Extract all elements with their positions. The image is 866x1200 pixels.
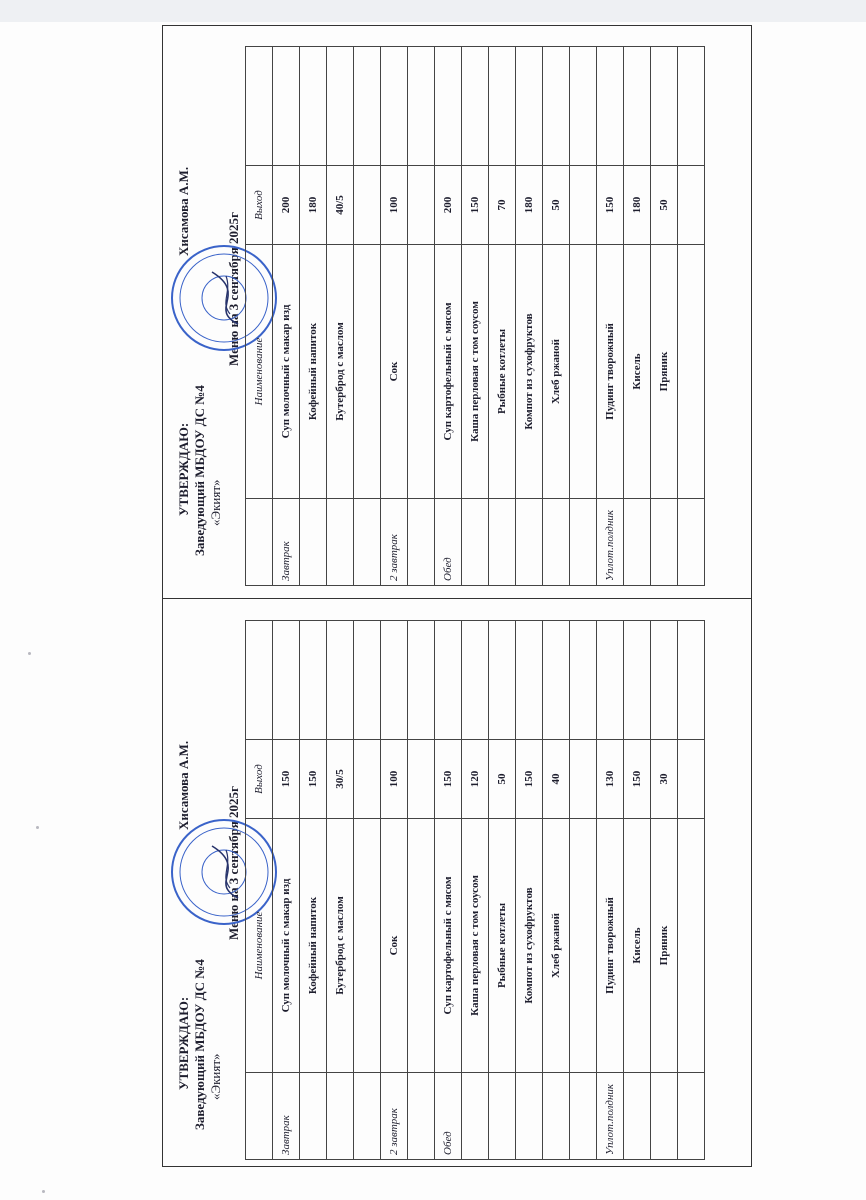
meal-cell: Завтрак: [273, 499, 300, 586]
yield-cell: [354, 166, 381, 245]
yield-cell: 50: [489, 740, 516, 819]
table-row: [381, 621, 408, 1160]
table-row: [273, 47, 300, 586]
yield-cell: 30/5: [327, 740, 354, 819]
yield-cell: 30: [651, 740, 678, 819]
meal-cell: [516, 499, 543, 586]
yield-cell: 40: [543, 740, 570, 819]
empty-column-header: [246, 47, 273, 166]
meal-cell: [408, 499, 435, 586]
table-row: [597, 621, 624, 1160]
name-column-header: Наименование: [246, 819, 273, 1073]
table-row: [678, 621, 705, 1160]
empty-cell: [543, 47, 570, 166]
meal-cell: Уплот.полдник: [597, 499, 624, 586]
meal-cell: [624, 499, 651, 586]
table-row: [516, 47, 543, 586]
meal-column-header: [246, 499, 273, 586]
menu-copy-right: [170, 26, 745, 586]
dish-cell: Пряник: [651, 819, 678, 1073]
table-row: [516, 621, 543, 1160]
table-row: [327, 621, 354, 1160]
approve-label: УТВЕРЖДАЮ:: [176, 996, 191, 1090]
meal-column-header: [246, 1073, 273, 1160]
yield-cell: 120: [462, 740, 489, 819]
yield-cell: 50: [543, 166, 570, 245]
yield-column-header: Выход: [246, 166, 273, 245]
yield-cell: 200: [273, 166, 300, 245]
approve-label: УТВЕРЖДАЮ:: [176, 422, 191, 516]
table-row: [327, 47, 354, 586]
meal-cell: [354, 499, 381, 586]
empty-cell: [435, 47, 462, 166]
table-row: [543, 621, 570, 1160]
dish-cell: Рыбные котлеты: [489, 819, 516, 1073]
empty-cell: [462, 621, 489, 740]
dish-cell: [354, 245, 381, 499]
empty-cell: [651, 47, 678, 166]
yield-cell: 200: [435, 166, 462, 245]
dish-cell: Каша перловая с том соусом: [462, 245, 489, 499]
table-row: [543, 47, 570, 586]
table-header-row: [246, 47, 273, 586]
yield-cell: 180: [300, 166, 327, 245]
table-row: [624, 621, 651, 1160]
yield-cell: [354, 740, 381, 819]
meal-cell: [624, 1073, 651, 1160]
yield-column-header: Выход: [246, 740, 273, 819]
empty-cell: [435, 621, 462, 740]
scan-top-strip: [0, 0, 866, 22]
table-row: [435, 47, 462, 586]
meal-cell: Завтрак: [273, 1073, 300, 1160]
meal-cell: Уплот.полдник: [597, 1073, 624, 1160]
dish-cell: Бутерброд с маслом: [327, 819, 354, 1073]
empty-cell: [624, 47, 651, 166]
dish-cell: Суп молочный с макар изд: [273, 245, 300, 499]
meal-cell: [354, 1073, 381, 1160]
empty-cell: [354, 621, 381, 740]
table-row: [408, 621, 435, 1160]
table-row: [651, 621, 678, 1160]
kindergarten-name: «Экият»: [208, 1053, 223, 1100]
empty-cell: [489, 47, 516, 166]
yield-cell: 150: [624, 740, 651, 819]
table-row: [354, 47, 381, 586]
empty-cell: [300, 47, 327, 166]
table-header-row: [246, 621, 273, 1160]
empty-cell: [570, 621, 597, 740]
empty-cell: [462, 47, 489, 166]
yield-cell: 150: [597, 166, 624, 245]
meal-cell: Обед: [435, 1073, 462, 1160]
meal-cell: [651, 1073, 678, 1160]
dish-cell: Сок: [381, 245, 408, 499]
meal-cell: [678, 499, 705, 586]
name-column-header: Наименование: [246, 245, 273, 499]
empty-cell: [543, 621, 570, 740]
yield-cell: 150: [300, 740, 327, 819]
table-row: [489, 621, 516, 1160]
yield-cell: 100: [381, 166, 408, 245]
menu-title: Меню на 3 сентября 2025г: [226, 212, 241, 366]
empty-column-header: [246, 621, 273, 740]
empty-cell: [516, 47, 543, 166]
dish-cell: [354, 819, 381, 1073]
table-row: [570, 47, 597, 586]
empty-cell: [408, 47, 435, 166]
dish-cell: Пряник: [651, 245, 678, 499]
table-row: [354, 621, 381, 1160]
scan-dot: [42, 1190, 45, 1193]
meal-cell: [300, 1073, 327, 1160]
yield-cell: [678, 740, 705, 819]
empty-cell: [381, 47, 408, 166]
yield-cell: [678, 166, 705, 245]
table-row: [273, 621, 300, 1160]
empty-cell: [273, 47, 300, 166]
dish-cell: Кофейный напиток: [300, 245, 327, 499]
dish-cell: Хлеб ржаной: [543, 245, 570, 499]
approver-position: Заведующий МБДОУ ДС №4: [192, 385, 207, 556]
meal-cell: [570, 499, 597, 586]
empty-cell: [327, 621, 354, 740]
empty-cell: [273, 621, 300, 740]
dish-cell: [678, 819, 705, 1073]
meal-cell: [489, 1073, 516, 1160]
dish-cell: Пудинг творожный: [597, 819, 624, 1073]
dish-cell: [570, 819, 597, 1073]
empty-cell: [678, 47, 705, 166]
meal-cell: [327, 499, 354, 586]
empty-cell: [354, 47, 381, 166]
meal-cell: [516, 1073, 543, 1160]
yield-cell: 180: [624, 166, 651, 245]
empty-cell: [570, 47, 597, 166]
empty-cell: [489, 621, 516, 740]
table-row: [597, 47, 624, 586]
approver-position: Заведующий МБДОУ ДС №4: [192, 959, 207, 1130]
meal-cell: Обед: [435, 499, 462, 586]
kindergarten-name: «Экият»: [208, 479, 223, 526]
table-row: [300, 621, 327, 1160]
table-row: [462, 621, 489, 1160]
empty-cell: [597, 47, 624, 166]
empty-cell: [516, 621, 543, 740]
meal-cell: [327, 1073, 354, 1160]
dish-cell: [408, 819, 435, 1073]
meal-cell: 2 завтрак: [381, 1073, 408, 1160]
table-row: [381, 47, 408, 586]
yield-cell: 70: [489, 166, 516, 245]
meal-cell: [462, 499, 489, 586]
dish-cell: Кисель: [624, 245, 651, 499]
meal-cell: [570, 1073, 597, 1160]
yield-cell: [570, 740, 597, 819]
dish-cell: Суп молочный с макар изд: [273, 819, 300, 1073]
dish-cell: Пудинг творожный: [597, 245, 624, 499]
dish-cell: Кисель: [624, 819, 651, 1073]
empty-cell: [327, 47, 354, 166]
scan-dot: [36, 826, 39, 829]
table-row: [435, 621, 462, 1160]
dish-cell: [408, 245, 435, 499]
yield-cell: 130: [597, 740, 624, 819]
empty-cell: [651, 621, 678, 740]
dish-cell: Компот из сухофруктов: [516, 245, 543, 499]
table-row: [651, 47, 678, 586]
empty-cell: [597, 621, 624, 740]
yield-cell: 150: [435, 740, 462, 819]
yield-cell: 150: [273, 740, 300, 819]
meal-cell: 2 завтрак: [381, 499, 408, 586]
meal-cell: [543, 499, 570, 586]
table-row: [408, 47, 435, 586]
empty-cell: [408, 621, 435, 740]
menu-table: [245, 46, 705, 586]
dish-cell: Кофейный напиток: [300, 819, 327, 1073]
dish-cell: Сок: [381, 819, 408, 1073]
meal-cell: [678, 1073, 705, 1160]
menu-title: Меню на 3 сентября 2025г: [226, 786, 241, 940]
dish-cell: Суп картофельный с мясом: [435, 245, 462, 499]
meal-cell: [300, 499, 327, 586]
meal-cell: [462, 1073, 489, 1160]
menu-table: [245, 620, 705, 1160]
yield-cell: 150: [516, 740, 543, 819]
empty-cell: [300, 621, 327, 740]
dish-cell: [570, 245, 597, 499]
yield-cell: 50: [651, 166, 678, 245]
yield-cell: [408, 740, 435, 819]
empty-cell: [381, 621, 408, 740]
meal-cell: [489, 499, 516, 586]
yield-cell: 180: [516, 166, 543, 245]
table-row: [570, 621, 597, 1160]
scan-dot: [28, 652, 31, 655]
table-row: [300, 47, 327, 586]
menu-copy-left: [170, 600, 745, 1160]
empty-cell: [678, 621, 705, 740]
dish-cell: [678, 245, 705, 499]
dish-cell: Каша перловая с том соусом: [462, 819, 489, 1073]
dish-cell: Суп картофельный с мясом: [435, 819, 462, 1073]
signatory-name: Хисамова А.М.: [176, 166, 191, 256]
table-row: [678, 47, 705, 586]
yield-cell: 100: [381, 740, 408, 819]
yield-cell: 150: [462, 166, 489, 245]
yield-cell: [570, 166, 597, 245]
table-row: [624, 47, 651, 586]
meal-cell: [543, 1073, 570, 1160]
yield-cell: 40/5: [327, 166, 354, 245]
dish-cell: Хлеб ржаной: [543, 819, 570, 1073]
table-row: [462, 47, 489, 586]
meal-cell: [651, 499, 678, 586]
table-row: [489, 47, 516, 586]
meal-cell: [408, 1073, 435, 1160]
sheet-divider: [162, 598, 752, 599]
dish-cell: Компот из сухофруктов: [516, 819, 543, 1073]
dish-cell: Рыбные котлеты: [489, 245, 516, 499]
empty-cell: [624, 621, 651, 740]
dish-cell: Бутерброд с маслом: [327, 245, 354, 499]
yield-cell: [408, 166, 435, 245]
signatory-name: Хисамова А.М.: [176, 740, 191, 830]
